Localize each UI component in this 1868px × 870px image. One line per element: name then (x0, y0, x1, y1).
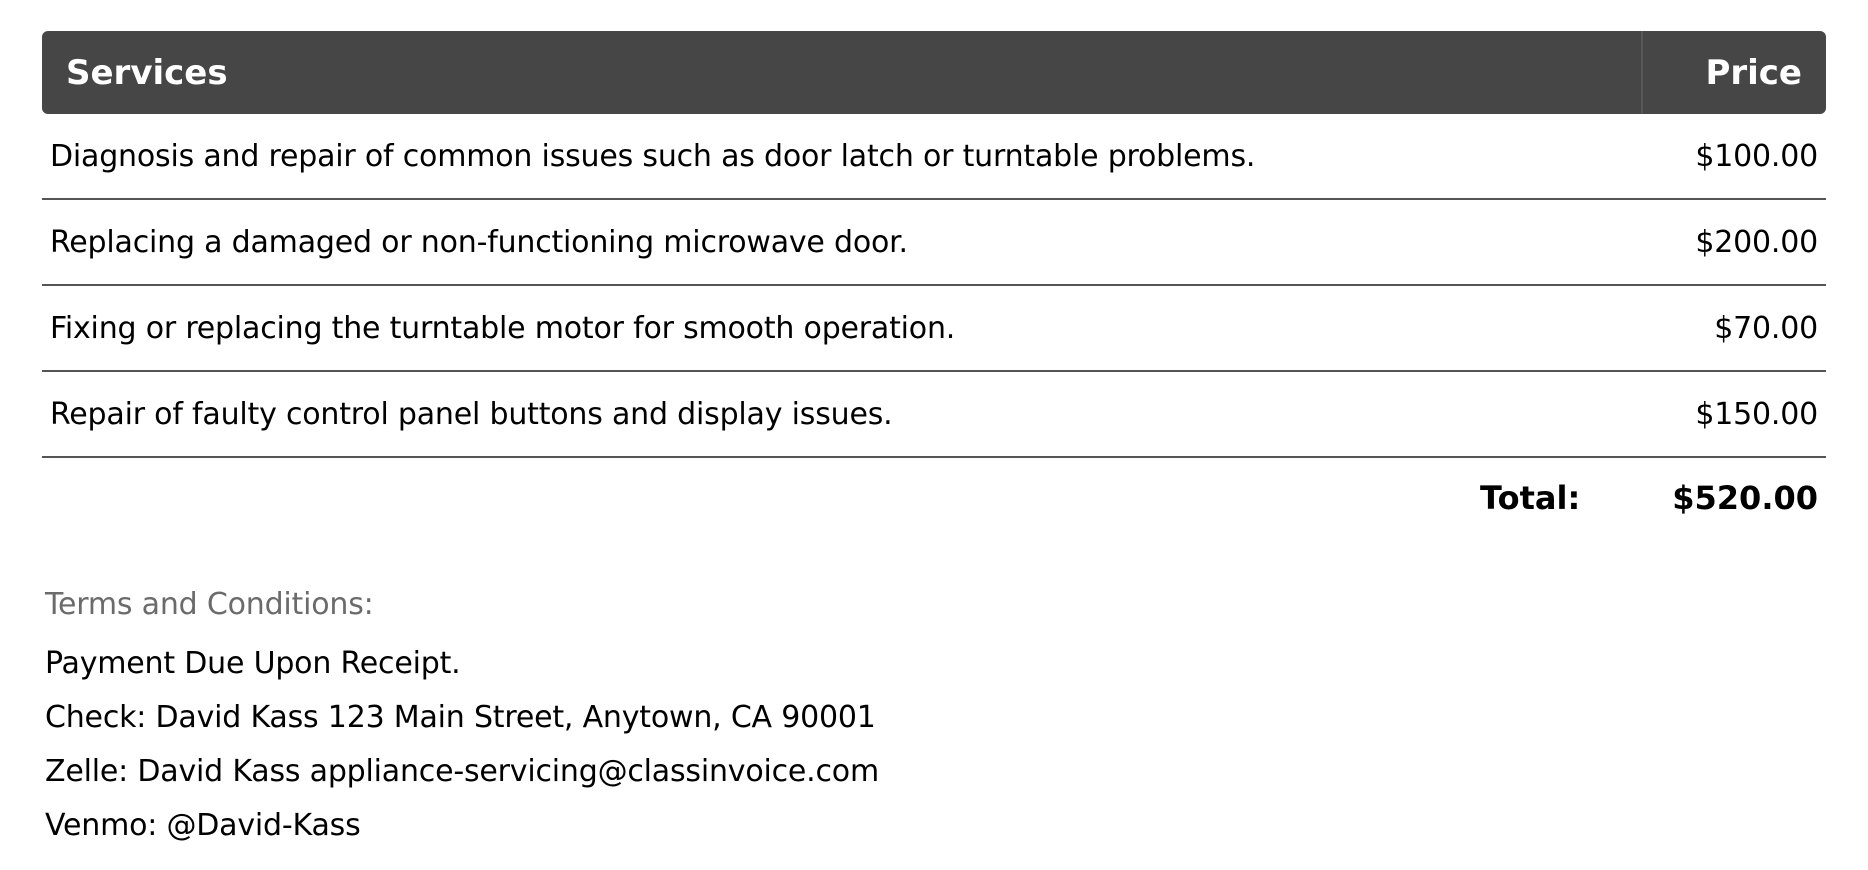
service-description: Fixing or replacing the turntable motor for smooth operation. (50, 310, 956, 346)
total-label: Total: (1480, 479, 1581, 517)
service-description: Diagnosis and repair of common issues such as door latch or turntable problems. (50, 138, 1256, 174)
service-price: $200.00 (1695, 224, 1818, 260)
services-table (42, 31, 1826, 538)
service-description: Replacing a damaged or non-functioning microwave door. (50, 224, 908, 260)
service-price: $100.00 (1695, 138, 1818, 174)
service-price: $70.00 (1714, 310, 1818, 346)
table-row (42, 114, 1826, 200)
check-payment-line: Check: David Kass 123 Main Street, Anytown, CA 90001 (45, 700, 876, 735)
total-value: $520.00 (1672, 479, 1818, 517)
terms-and-conditions (45, 583, 879, 853)
column-header-services: Services (66, 52, 228, 93)
venmo-payment-line: Venmo: @David-Kass (45, 808, 361, 843)
payment-due-line: Payment Due Upon Receipt. (45, 646, 461, 681)
table-row (42, 286, 1826, 372)
zelle-payment-line: Zelle: David Kass appliance-servicing@classinvoice.com (45, 754, 879, 789)
table-row (42, 372, 1826, 458)
total-row (42, 458, 1826, 538)
table-header (42, 31, 1826, 114)
service-price: $150.00 (1695, 396, 1818, 432)
terms-title: Terms and Conditions: (45, 587, 374, 622)
service-description: Repair of faulty control panel buttons and display issues. (50, 396, 893, 432)
table-row (42, 200, 1826, 286)
column-header-price: Price (1641, 31, 1826, 114)
